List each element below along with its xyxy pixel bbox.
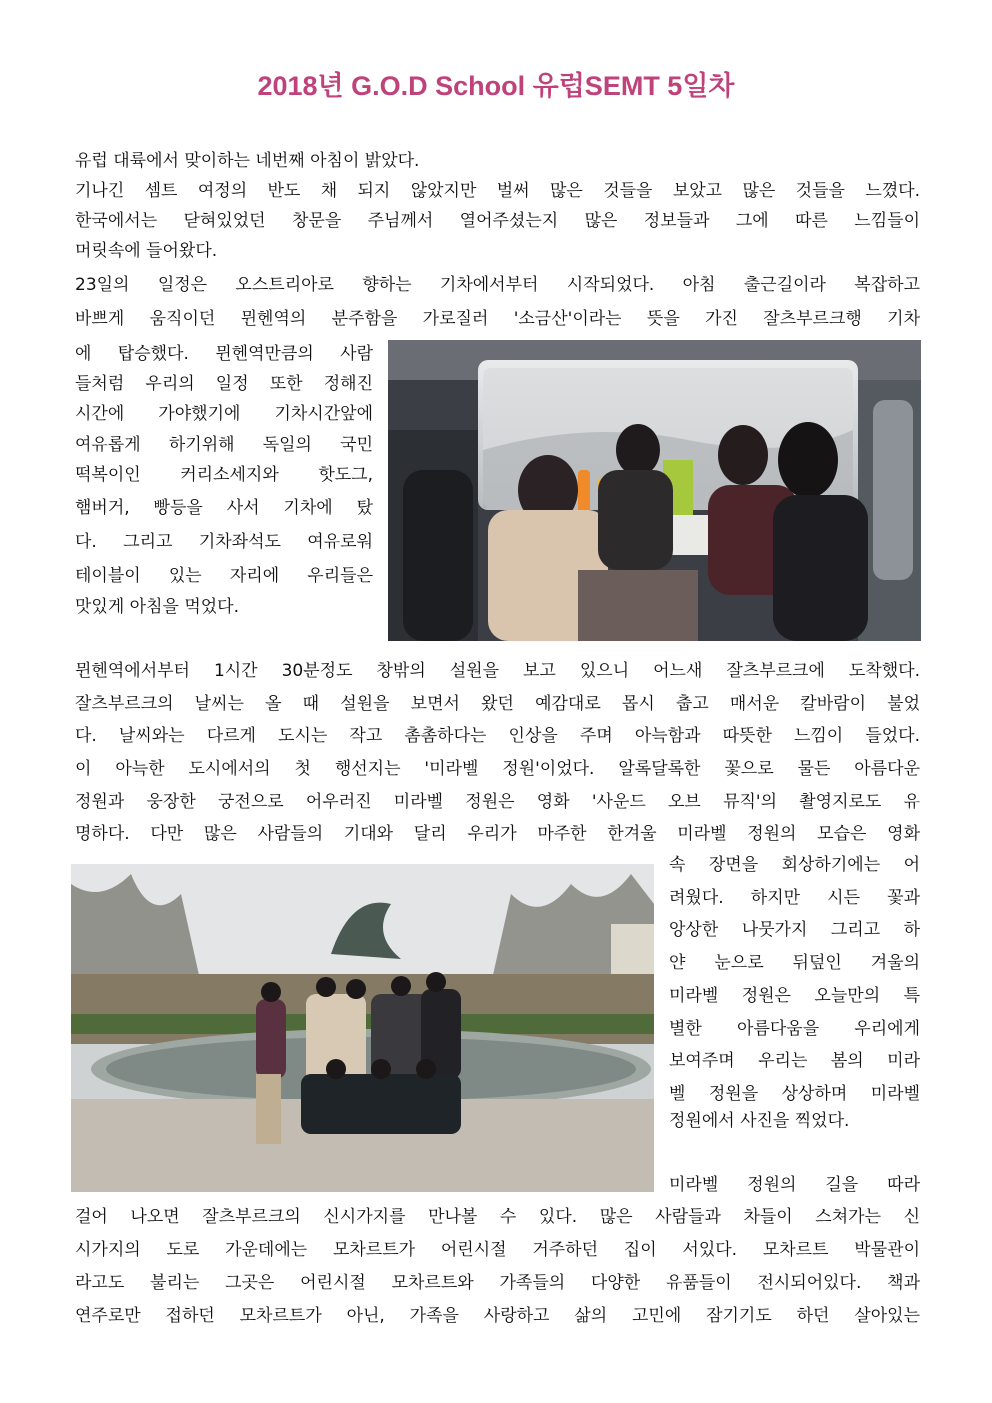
body-line: 별한 아름다움을 우리에게 <box>669 1019 920 1039</box>
body-line: 맛있게 아침을 먹었다. <box>75 597 240 617</box>
body-line: 미라벨 정원은 오늘만의 특 <box>669 986 920 1006</box>
body-line: 들처럼 우리의 일정 또한 정해진 <box>75 374 373 394</box>
body-line: 머릿속에 들어왔다. <box>75 241 218 261</box>
body-line: 다. 날씨와는 다르게 도시는 작고 촘촘하다는 인상을 주며 아늑함과 따뜻한 느낌이 들었다. <box>75 726 920 746</box>
body-line: 테이블이 있는 자리에 우리들은 <box>75 566 373 586</box>
body-line: 다. 그리고 기차좌석도 여유로워 <box>75 532 373 552</box>
body-line: 여유롭게 하기위해 독일의 국민 <box>75 435 373 455</box>
mirabell-garden-photo <box>71 864 654 1192</box>
body-line: 미라벨 정원의 길을 따라 <box>669 1175 920 1195</box>
body-line: 이 아늑한 도시에서의 첫 행선지는 '미라벨 정원'이었다. 알록달록한 꽃으로 물든 아름다운 <box>75 759 920 779</box>
body-line: 라고도 불리는 그곳은 어린시절 모차르트와 가족들의 다양한 유품들이 전시되어있다. 책과 <box>75 1273 920 1293</box>
page-title: 2018년 G.O.D School 유럽SEMT 5일차 <box>257 71 735 101</box>
body-line: 23일의 일정은 오스트리아로 향하는 기차에서부터 시작되었다. 아침 출근길이라 복잡하고 <box>75 275 920 295</box>
body-line: 정원에서 사진을 찍었다. <box>669 1111 850 1131</box>
body-line: 에 탑승했다. 뮌헨역만큼의 사람 <box>75 344 373 364</box>
body-line: 정원과 웅장한 궁전으로 어우러진 미라벨 정원은 영화 '사운드 오브 뮤직'의 촬영지로도 유 <box>75 792 920 812</box>
train-breakfast-photo <box>388 340 921 641</box>
body-line: 명하다. 다만 많은 사람들의 기대와 달리 우리가 마주한 한겨울 미라벨 정원의 모습은 영화 <box>75 824 920 844</box>
body-line: 앙상한 나뭇가지 그리고 하 <box>669 920 920 940</box>
body-line: 걸어 나오면 잘츠부르크의 신시가지를 만나볼 수 있다. 많은 사람들과 차들이 스쳐가는 신 <box>75 1207 920 1227</box>
body-line: 시간에 가야했기에 기차시간앞에 <box>75 404 373 424</box>
body-line: 려웠다. 하지만 시든 꽃과 <box>669 888 920 908</box>
body-line: 벨 정원을 상상하며 미라벨 <box>669 1084 920 1104</box>
body-line: 유럽 대륙에서 맞이하는 네번째 아침이 밝았다. <box>75 151 420 171</box>
body-line: 떡복이인 커리소세지와 핫도그, <box>75 465 373 485</box>
body-line: 보여주며 우리는 봄의 미라 <box>669 1051 920 1071</box>
body-line: 햄버거, 빵등을 사서 기차에 탔 <box>75 498 373 518</box>
body-line: 연주로만 접하던 모차르트가 아닌, 가족을 사랑하고 삶의 고민에 잠기기도 하던 살아있는 <box>75 1306 920 1326</box>
body-line: 시가지의 도로 가운데에는 모차르트가 어린시절 거주하던 집이 서있다. 모차르트 박물관이 <box>75 1240 920 1260</box>
body-line: 기나긴 셈트 여정의 반도 채 되지 않았지만 벌써 많은 것들을 보았고 많은 것들을 느꼈다. <box>75 181 920 201</box>
body-line: 뮌헨역에서부터 1시간 30분정도 창밖의 설원을 보고 있으니 어느새 잘츠부르크에 도착했다. <box>75 661 920 681</box>
body-line: 한국에서는 닫혀있었던 창문을 주님께서 열어주셨는지 많은 정보들과 그에 따른 느낌들이 <box>75 211 920 231</box>
body-line: 잘츠부르크의 날씨는 올 때 설원을 보면서 왔던 예감대로 몹시 춥고 매서운 칼바람이 불었 <box>75 694 920 714</box>
body-line: 바쁘게 움직이던 뮌헨역의 분주함을 가로질러 '소금산'이라는 뜻을 가진 잘츠부르크행 기차 <box>75 309 920 329</box>
body-line: 속 장면을 회상하기에는 어 <box>669 855 920 875</box>
body-line: 얀 눈으로 뒤덮인 겨울의 <box>669 953 920 973</box>
